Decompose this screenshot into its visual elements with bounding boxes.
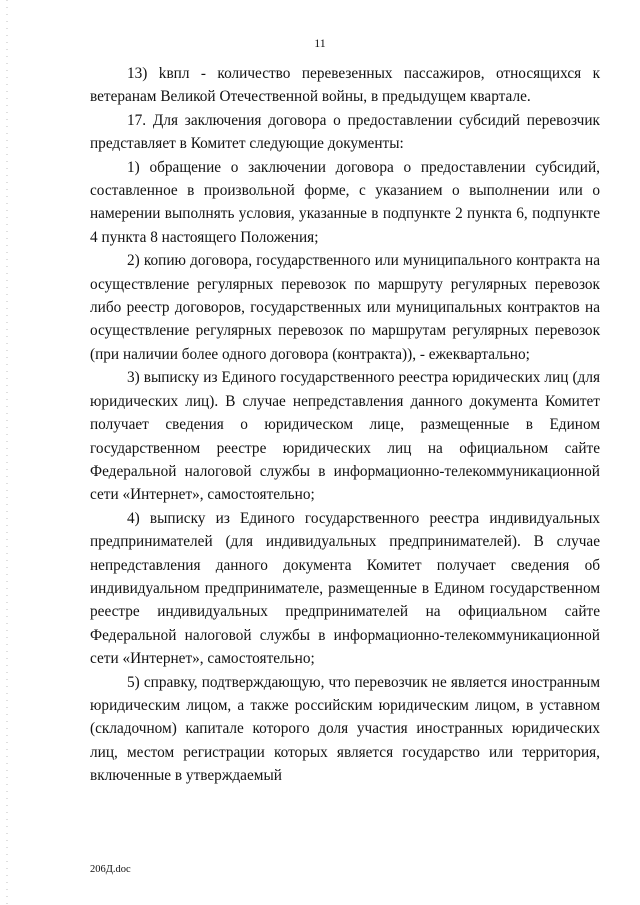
scan-margin-artifact (6, 0, 8, 905)
list-item-1-application: 1) обращение о заключении договора о предоставлении субсидий, составленное в произвольной форме, с указанием о выполнении или о намерении выполнять условия, указанные в подпункте 2 пункта 6, подпункте 4 пункта 8 настоящего Положения; (90, 158, 600, 246)
paragraph-13-kvpl: 13) kвпл - количество перевезенных пассажиров, относящихся к ветеранам Великой Отечественной войны, в предыдущем квартале. (90, 65, 600, 106)
document-body (90, 62, 600, 788)
list-item-5-certificate: 5) справку, подтверждающую, что перевозчик не является иностранным юридическим лицом, а также российским юридическим лицом, в уставном (складочном) капитале которого доля участия иностранных юридических лиц, местом регистрации которых является государство или территория, включенные в утверждаемый (90, 673, 600, 785)
list-item-2-contract-copy: 2) копию договора, государственного или муниципального контракта на осуществление регулярных перевозок по маршруту регулярных перевозок либо реестр договоров, государственных или муниципальных контрактов на осуществление регулярных перевозок по маршрутам регулярных перевозок (при наличии более одного договора (контракта)), - ежеквартально; (90, 252, 600, 363)
list-item-3-egrul-extract: 3) выписку из Единого государственного реестра юридических лиц (для юридических лиц). В случае непредставления данного документа Комитет получает сведения о юридическом лице, размещенные в Едином государственном реестре юридических лиц на официальном сайте Федеральной налоговой службы в информационно-телекоммуникационной сети «Интернет», самостоятельно; (90, 369, 600, 504)
file-name-footer: 206Д.doc (90, 864, 131, 875)
list-item-4-egrip-extract: 4) выписку из Единого государственного реестра индивидуальных предпринимателей (для индивидуальных предпринимателей). В случае непредставления данного документа Комитет получает сведения об индивидуальном предпринимателе, размещенные в Едином государственном реестре индивидуальных предпринимателей на официальном сайте Федеральной налоговой службы в информационно-телекоммуникационной сети «Интернет», самостоятельно; (90, 509, 600, 668)
page-number: 11 (314, 36, 326, 50)
paragraph-17-documents: 17. Для заключения договора о предоставлении субсидий перевозчик представляет в Комитет следующие документы: (90, 111, 600, 153)
